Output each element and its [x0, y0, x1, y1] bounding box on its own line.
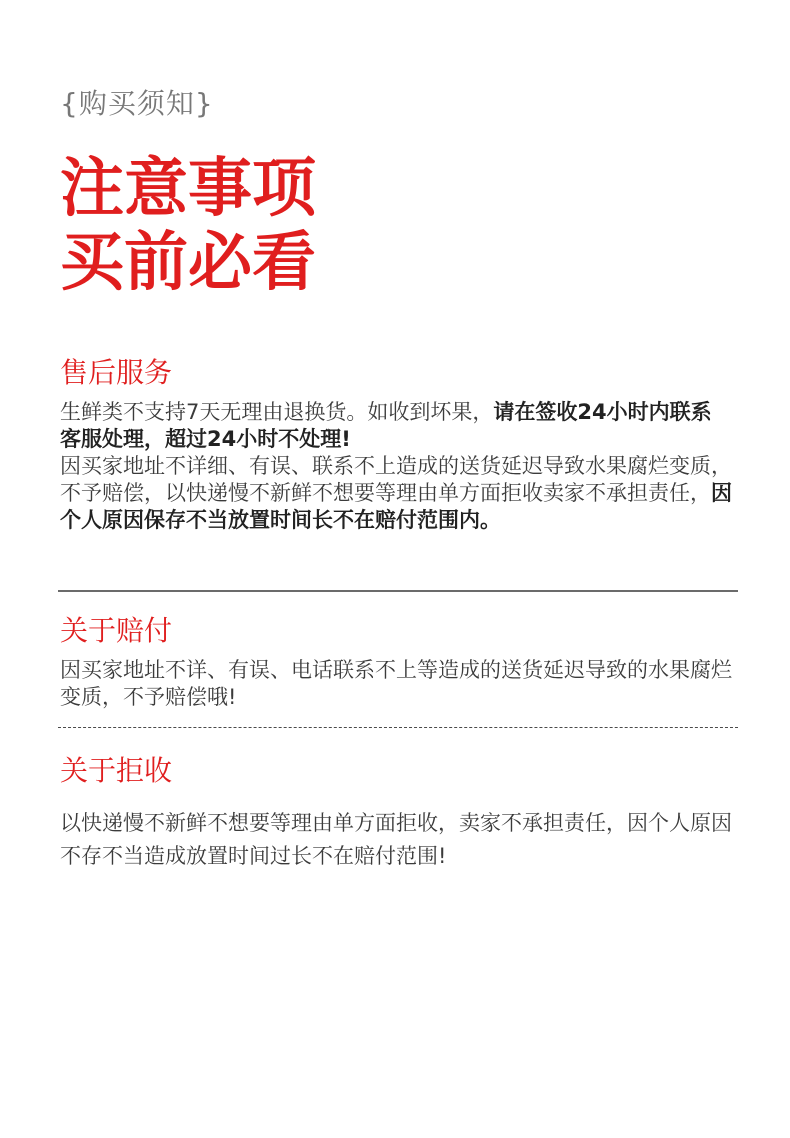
rejection-body: 以快递慢不新鲜不想要等理由单方面拒收，卖家不承担责任，因个人原因不存不当造成放置时间过长不在赔付范围! [60, 811, 732, 868]
section-divider-dashed [58, 727, 738, 728]
after-sale-title: 售后服务 [60, 356, 173, 389]
after-sale-text-2-bold: 因个人原因保存不当放置时间长不在赔付范围内。 [60, 481, 732, 532]
after-sale-section [60, 355, 732, 534]
hero-title-line-2: 买前必看 [60, 226, 316, 300]
rejection-title: 关于拒收 [60, 754, 173, 787]
after-sale-text-1-bold: 请在签收24小时内联系客服处理，超过24小时不处理! [60, 400, 712, 451]
compensation-title: 关于赔付 [60, 614, 173, 647]
section-divider-solid [58, 590, 738, 592]
after-sale-body [60, 399, 732, 534]
hero-title [60, 152, 316, 300]
compensation-section [60, 613, 732, 711]
notice-tag: {购买须知} [60, 87, 214, 120]
compensation-body: 因买家地址不详、有误、电话联系不上等造成的送货延迟导致的水果腐烂变质，不予赔偿哦! [60, 658, 732, 709]
after-sale-text-1: 生鲜类不支持7天无理由退换货。如收到坏果， [60, 400, 494, 424]
rejection-section [60, 753, 732, 873]
hero-title-line-1: 注意事项 [60, 152, 316, 226]
after-sale-text-2: 因买家地址不详细、有误、联系不上造成的送货延迟导致水果腐烂变质，不予赔偿，以快递慢不新鲜不想要等理由单方面拒收卖家不承担责任， [60, 454, 732, 505]
